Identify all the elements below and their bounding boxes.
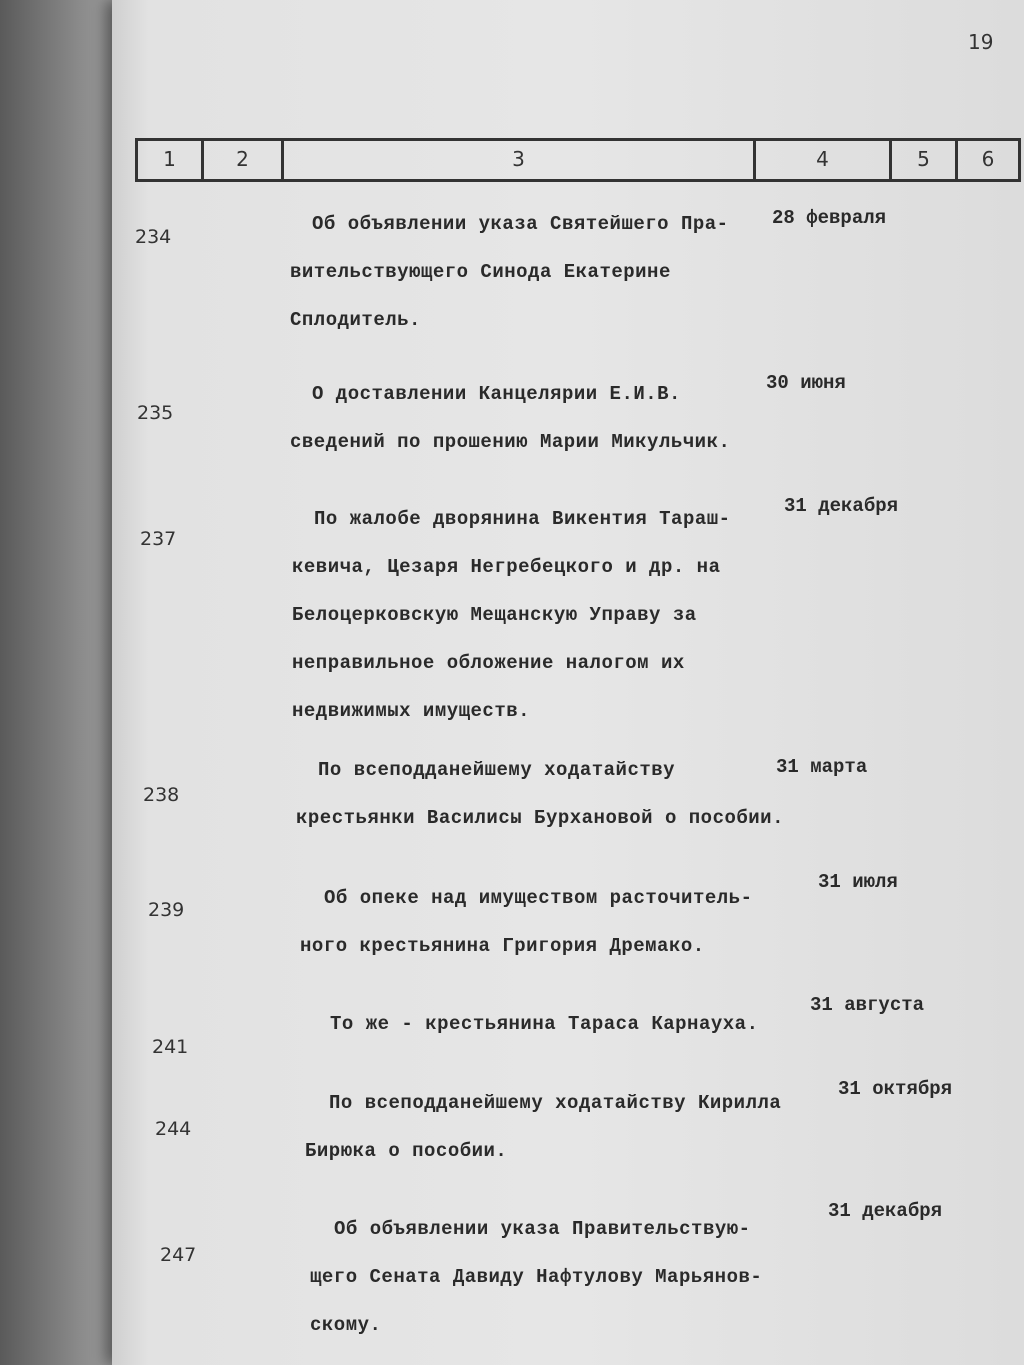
entry-date: 31 декабря	[828, 1200, 943, 1222]
entry-number: 235	[137, 402, 174, 424]
entry-date: 31 октября	[838, 1078, 953, 1100]
entry-date: 31 июля	[818, 871, 898, 893]
entry-number: 234	[135, 226, 172, 248]
entry-date: 31 марта	[776, 756, 868, 778]
entry-text: Об объявлении указа Святейшего Пра- вительствующего Синода Екатерине Сплодитель.	[290, 213, 729, 331]
entry-text: Об объявлении указа Правительствую- щего Сената Давиду Нафтулову Марьянов- скому.	[310, 1218, 763, 1336]
entry-text: То же - крестьянина Тараса Карнауха.	[330, 1013, 759, 1035]
entry-number: 247	[160, 1244, 197, 1266]
column-header-2: 2	[201, 141, 281, 179]
entry-number: 239	[148, 899, 185, 921]
column-header-1: 1	[135, 141, 201, 179]
column-header-6: 6	[955, 141, 1021, 179]
entry-number: 244	[155, 1118, 192, 1140]
entry-number: 238	[143, 784, 180, 806]
entry-number: 237	[140, 528, 177, 550]
entry-date: 28 февраля	[772, 207, 887, 229]
column-header-row	[135, 138, 1021, 182]
page-number: 19	[968, 30, 994, 54]
entry-date: 30 июня	[766, 372, 846, 394]
entry-text: Об опеке над имуществом расточитель- ного крестьянина Григория Дремако.	[300, 887, 753, 957]
entry-date: 31 августа	[810, 994, 925, 1016]
entry-text: По жалобе дворянина Викентия Тараш- кевича, Цезаря Негребецкого и др. на Белоцерковскую Мещанскую Управу за неправильное обложение налогом их недвижимых имуществ.	[292, 508, 731, 722]
entry-number: 241	[152, 1036, 189, 1058]
column-header-3: 3	[281, 141, 753, 179]
binding-shadow	[0, 0, 112, 1365]
column-header-4: 4	[753, 141, 889, 179]
entry-text: По всеподданейшему ходатайству Кирилла Бирюка о пособии.	[305, 1092, 782, 1162]
entry-text: О доставлении Канцелярии Е.И.В. сведений по прошению Марии Микульчик.	[290, 383, 731, 453]
column-header-5: 5	[889, 141, 955, 179]
entry-text: По всеподданейшему ходатайству крестьянки Василисы Бурхановой о пособии.	[296, 759, 784, 829]
entry-date: 31 декабря	[784, 495, 899, 517]
